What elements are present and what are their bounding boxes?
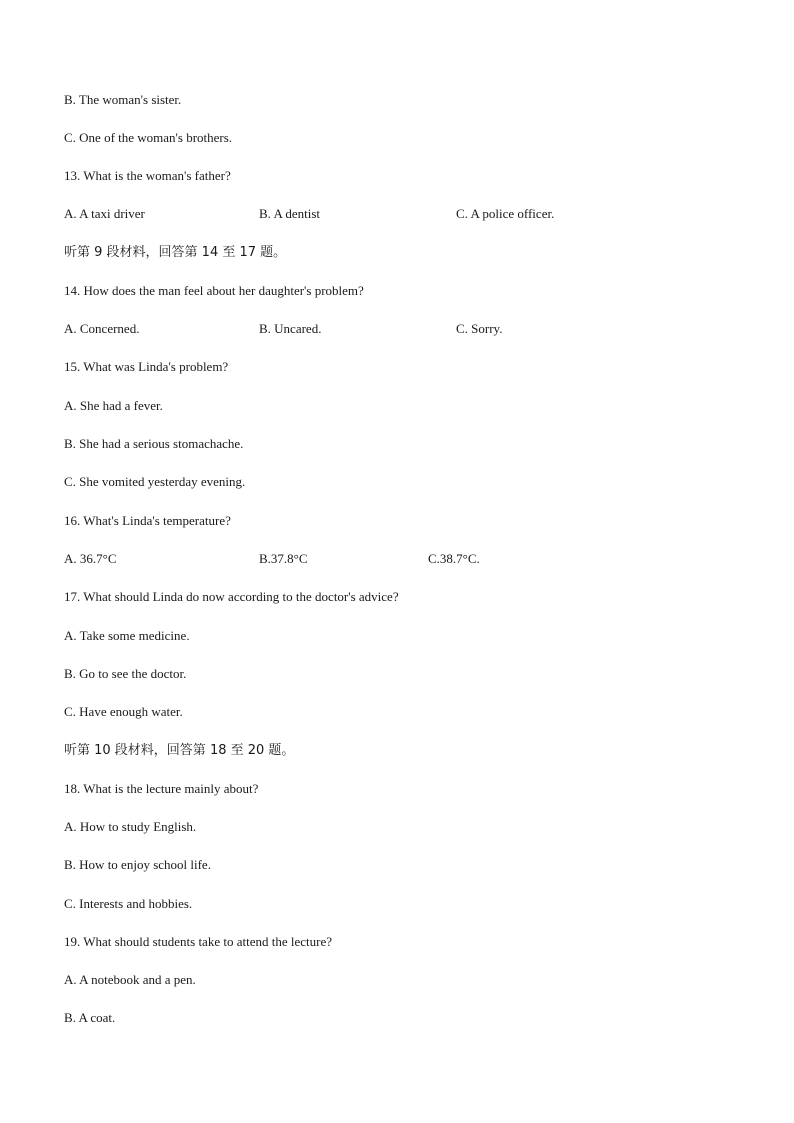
option-17a: A. Take some medicine. [64,628,190,643]
option-19a: A. A notebook and a pen. [64,972,196,987]
options-row-16 [64,551,624,567]
option-15b: B. She had a serious stomachache. [64,436,244,451]
section-instruction-10: 听第 10 段材料，回答第 18 至 20 题。 [64,743,295,758]
option-13a: A. A taxi driver [64,206,145,221]
option-16c: C.38.7°C. [428,551,480,566]
option-15a: A. She had a fever. [64,398,163,413]
option-17c: C. Have enough water. [64,704,183,719]
question-17: 17. What should Linda do now according to the doctor's advice? [64,589,399,604]
option-14c: C. Sorry. [456,321,503,336]
option-13b: B. A dentist [259,206,321,221]
question-18: 18. What is the lecture mainly about? [64,781,259,796]
question-13: 13. What is the woman's father? [64,168,231,183]
option-19b: B. A coat. [64,1010,116,1025]
option-18c: C. Interests and hobbies. [64,896,193,911]
option-17b: B. Go to see the doctor. [64,666,187,681]
option-16a: A. 36.7°C [64,551,117,566]
options-row-13 [64,206,624,222]
question-19: 19. What should students take to attend the lecture? [64,934,332,949]
question-16: 16. What's Linda's temperature? [64,513,231,528]
options-row-14 [64,321,624,337]
option-18a: A. How to study English. [64,819,197,834]
option-12b: B. The woman's sister. [64,92,182,107]
section-instruction-9: 听第 9 段材料，回答第 14 至 17 题。 [64,245,287,260]
option-14b: B. Uncared. [259,321,322,336]
option-14a: A. Concerned. [64,321,140,336]
option-18b: B. How to enjoy school life. [64,857,211,872]
question-15: 15. What was Linda's problem? [64,359,229,374]
option-15c: C. She vomited yesterday evening. [64,474,246,489]
option-12c: C. One of the woman's brothers. [64,130,233,145]
option-16b: B.37.8°C [259,551,308,566]
option-13c: C. A police officer. [456,206,555,221]
question-14: 14. How does the man feel about her daughter's problem? [64,283,364,298]
